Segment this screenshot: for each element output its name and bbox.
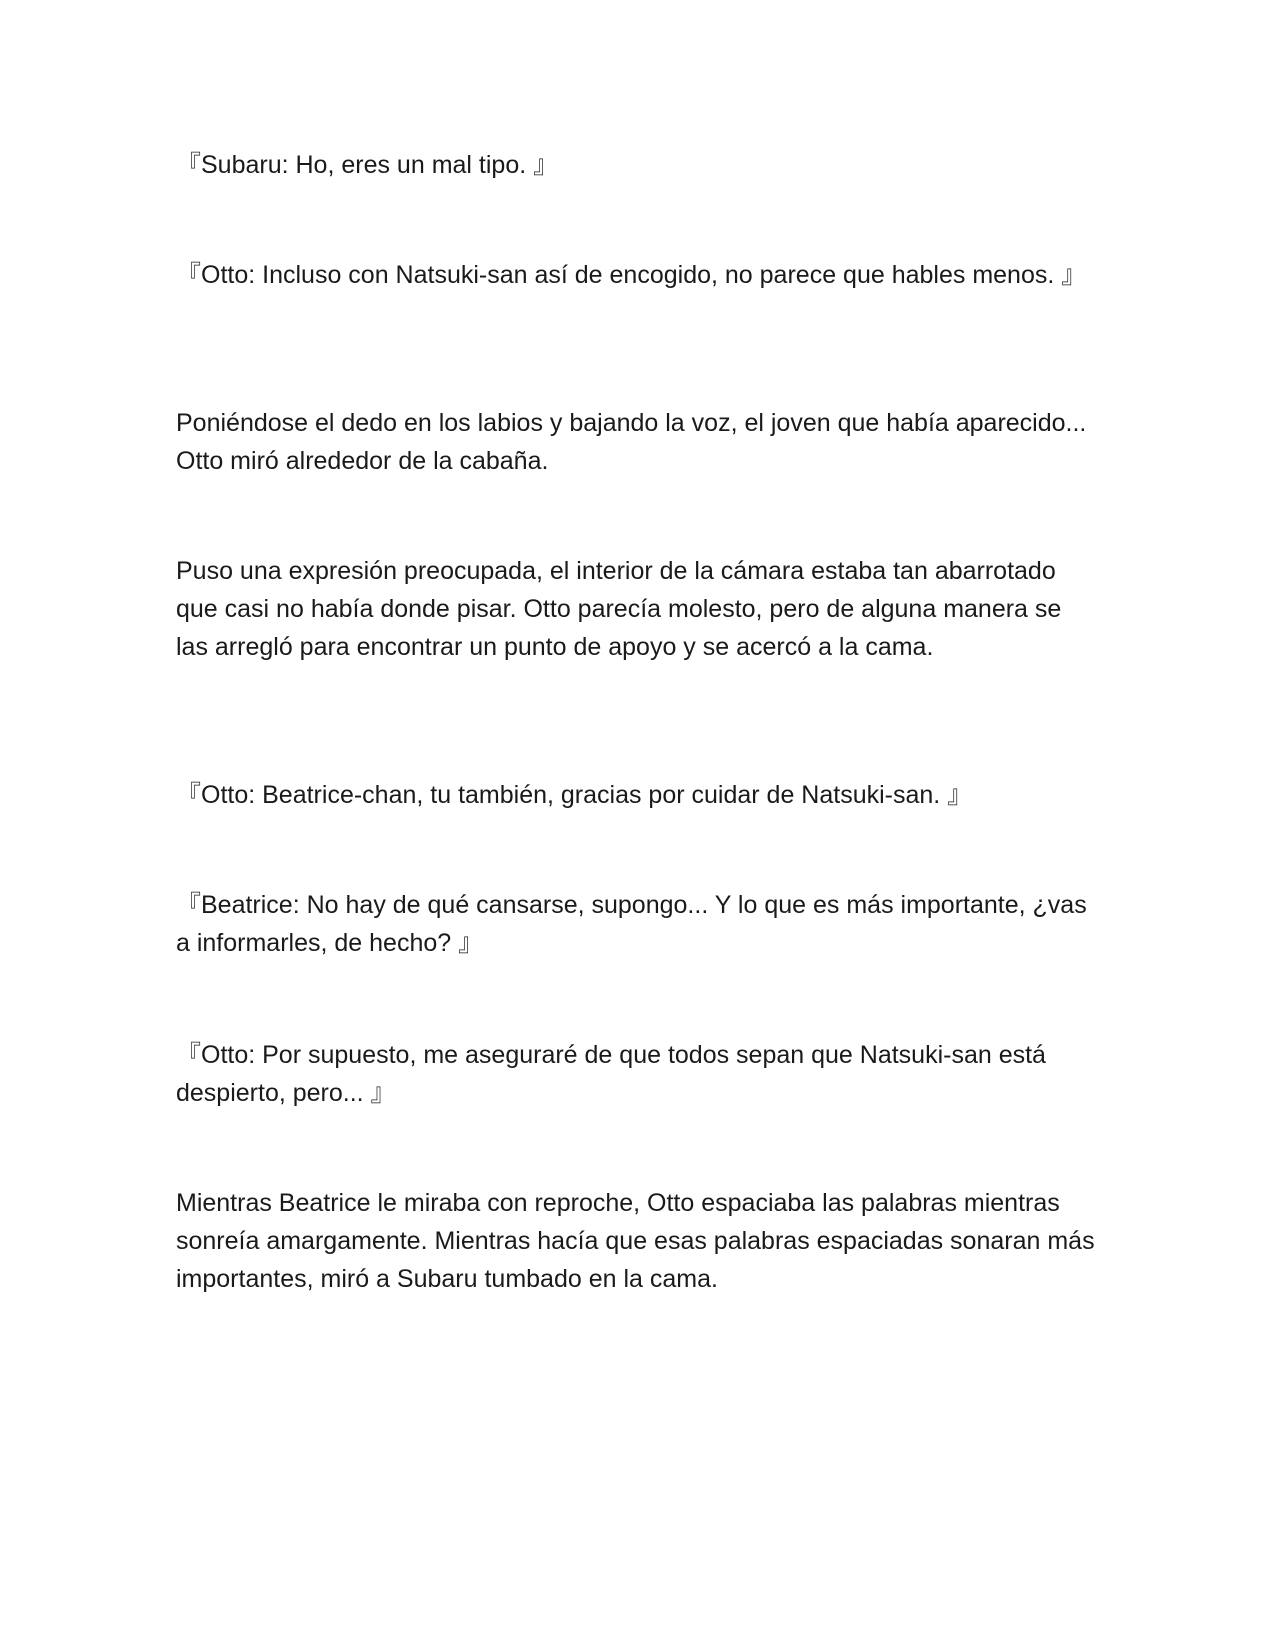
narration-paragraph-2: Puso una expresión preocupada, el interior de la cámara estaba tan abarrotado que casi no había donde pisar. Otto parecía molesto, pero de alguna manera se las arregló para encontrar un punto de apoyo y se acercó a la cama. bbox=[176, 557, 1062, 661]
dialogue-otto-3: 『Otto: Por supuesto, me aseguraré de que todos sepan que Natsuki-san está despierto, pero... 』 bbox=[176, 1041, 1046, 1107]
dialogue-beatrice-1: 『Beatrice: No hay de qué cansarse, supongo... Y lo que es más importante, ¿vas a informarles, de hecho? 』 bbox=[176, 891, 1087, 957]
dialogue-subaru-1: 『Subaru: Ho, eres un mal tipo. 』 bbox=[176, 151, 559, 179]
narration-paragraph-3: Mientras Beatrice le miraba con reproche, Otto espaciaba las palabras mientras sonreía amargamente. Mientras hacía que esas palabras espaciadas sonaran más importantes, miró a Subaru tumbado en la cama. bbox=[176, 1189, 1095, 1293]
dialogue-otto-2: 『Otto: Beatrice-chan, tu también, gracias por cuidar de Natsuki-san. 』 bbox=[176, 781, 973, 809]
narration-paragraph-1: Poniéndose el dedo en los labios y bajando la voz, el joven que había aparecido... Otto miró alrededor de la cabaña. bbox=[176, 409, 1087, 475]
dialogue-otto-1: 『Otto: Incluso con Natsuki-san así de encogido, no parece que hables menos. 』 bbox=[176, 261, 1087, 289]
